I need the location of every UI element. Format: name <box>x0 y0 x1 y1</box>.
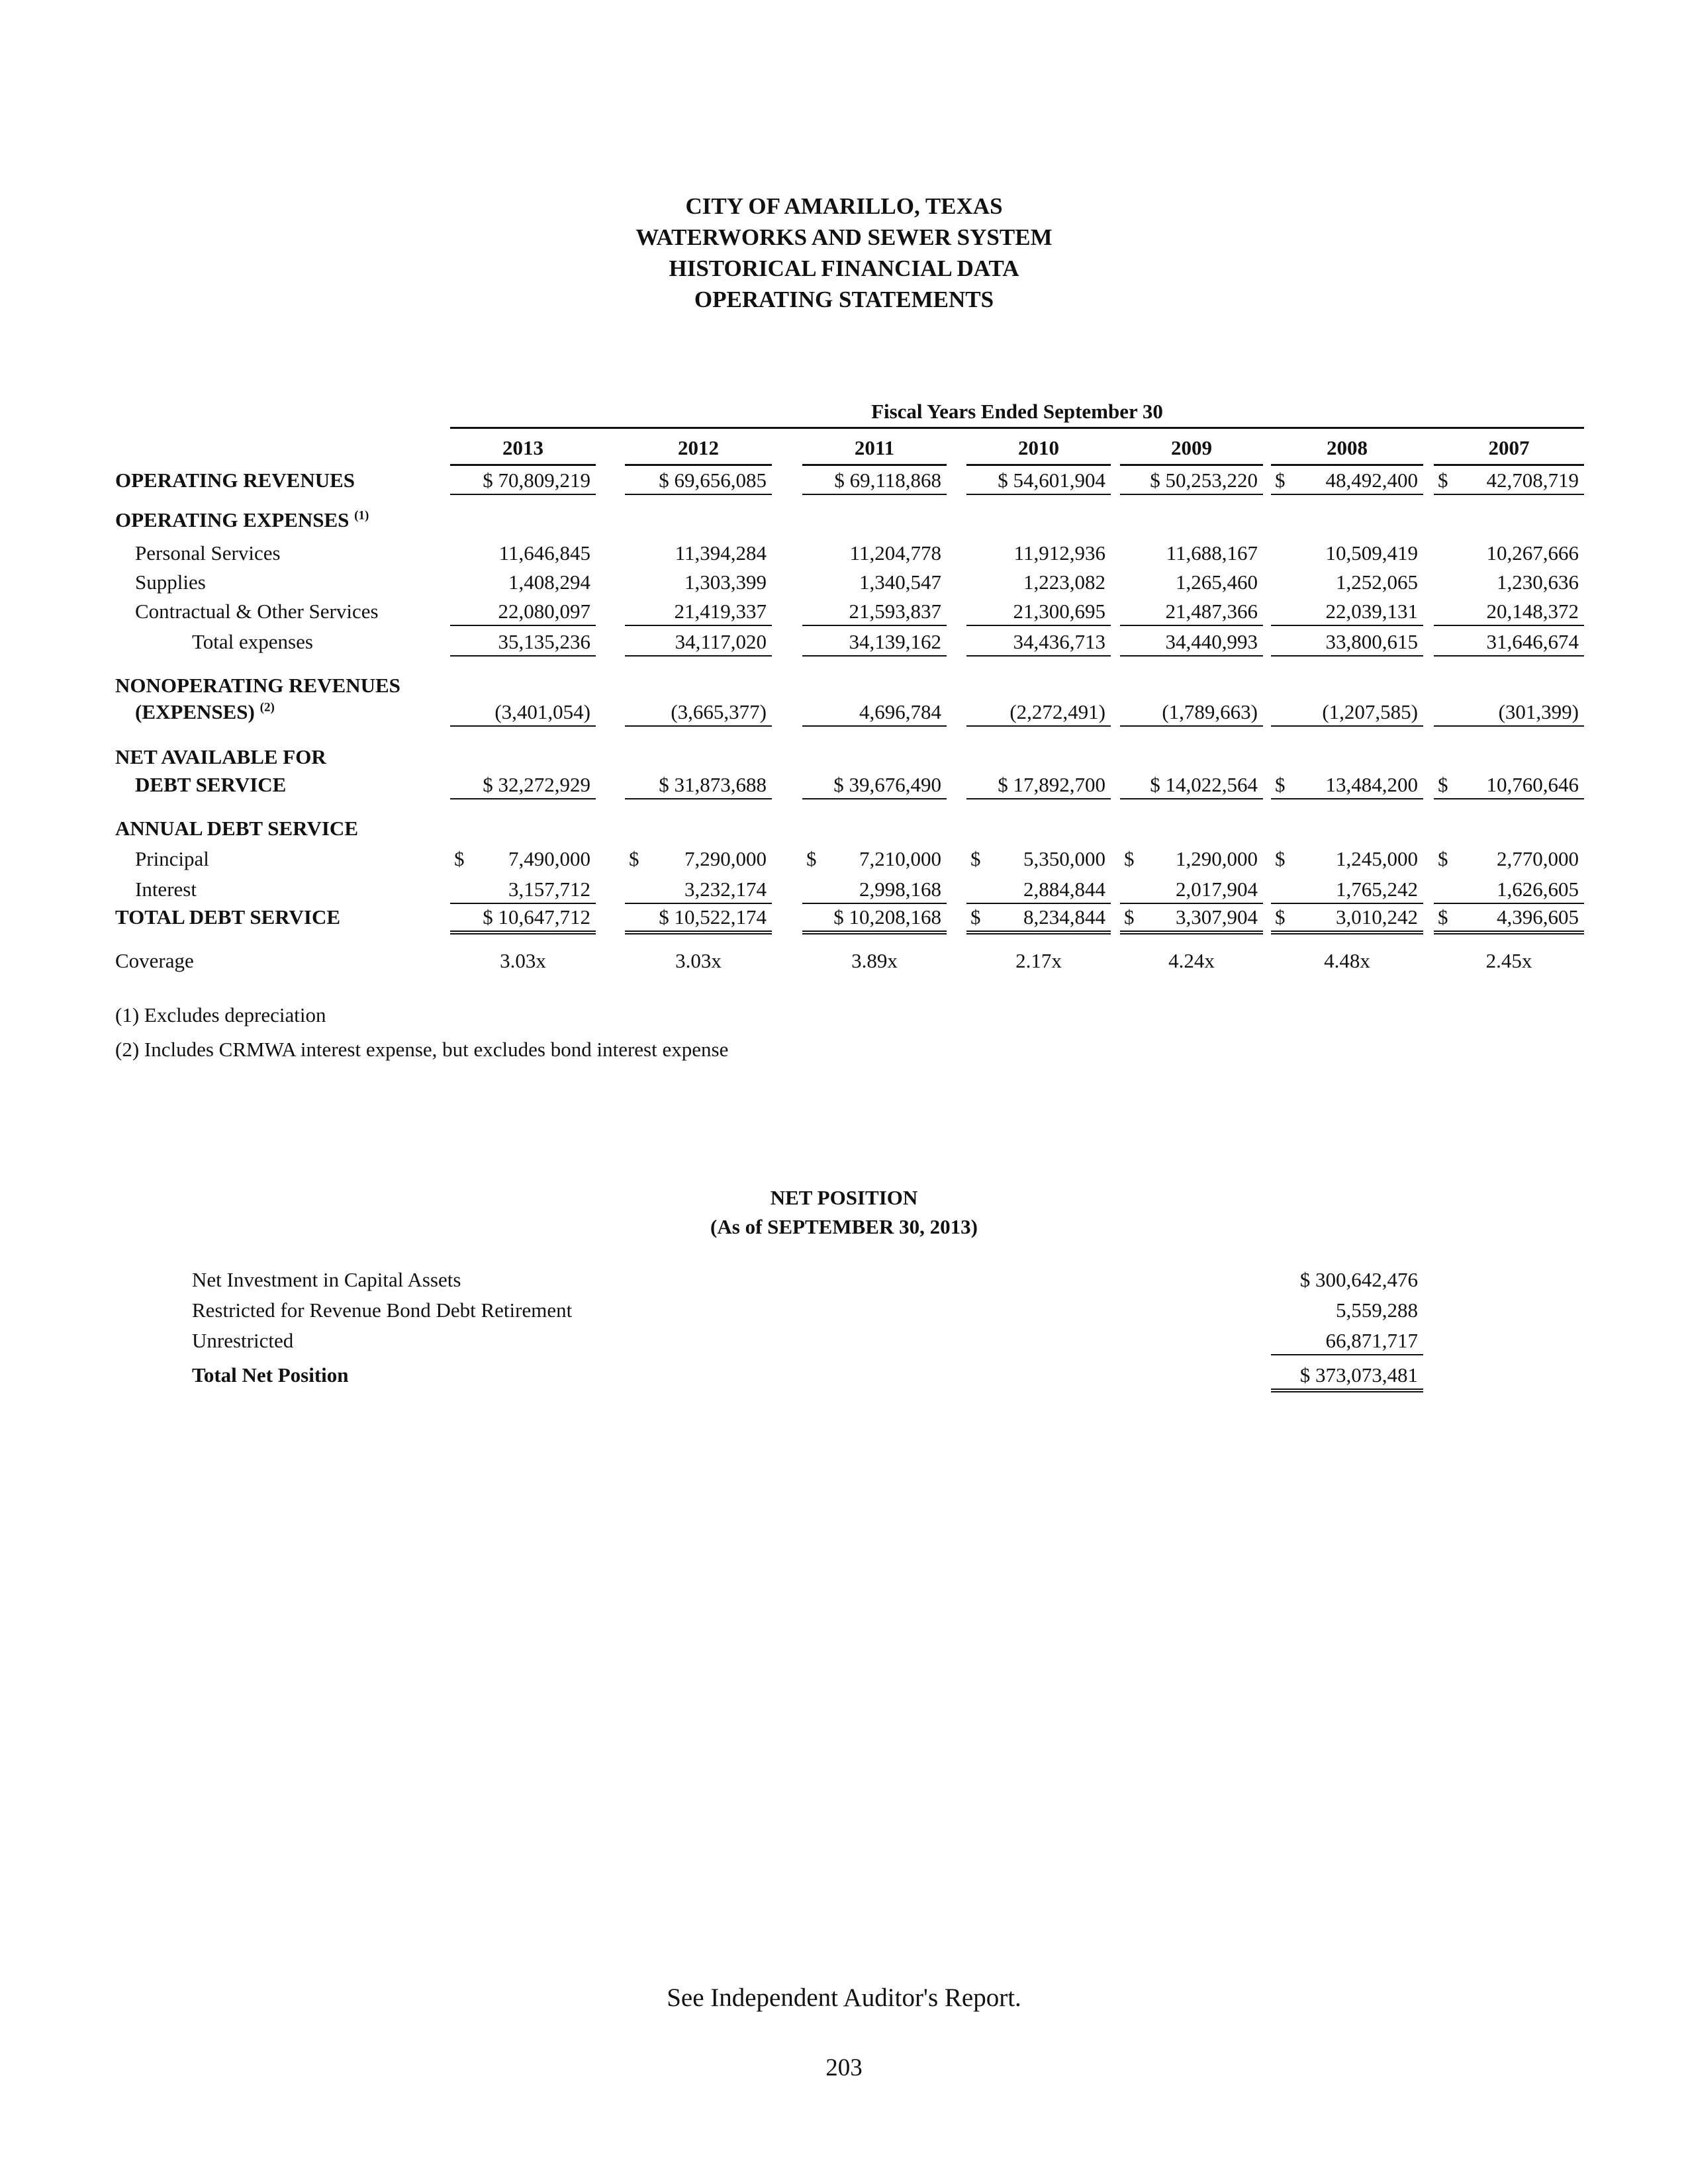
cell-value: 2,017,904 <box>1176 878 1258 901</box>
auditor-report-note: See Independent Auditor's Report. <box>667 1983 1021 2012</box>
net-available-2008 <box>1271 772 1423 799</box>
principal-2011 <box>802 846 947 872</box>
supplies-2010 <box>966 569 1111 596</box>
year-header-2013: 2013 <box>502 436 543 459</box>
cell-value: $ 10,522,174 <box>659 905 767 929</box>
cell-value: 10,267,666 <box>1486 541 1579 565</box>
total-debt-service-2013 <box>450 904 596 934</box>
personal-services-2011 <box>802 540 947 567</box>
operating-revenues-2012 <box>625 467 772 495</box>
principal-2012 <box>625 846 772 872</box>
total-debt-service-2010 <box>966 904 1111 934</box>
cell-value: 2,998,168 <box>859 878 941 901</box>
currency-symbol: $ <box>454 847 465 870</box>
currency-symbol: $ <box>629 847 639 870</box>
cell-value: 13,484,200 <box>1325 773 1418 796</box>
year-header-2011: 2011 <box>854 436 895 459</box>
total-expenses-2009 <box>1120 629 1263 657</box>
supplies-2012 <box>625 569 772 596</box>
coverage-2012 <box>625 948 772 974</box>
supplies-2011 <box>802 569 947 596</box>
year-header-2009: 2009 <box>1171 436 1212 459</box>
nonoperating-2008 <box>1271 699 1423 727</box>
cell-value: 1,252,065 <box>1336 570 1418 594</box>
cell-value: 1,765,242 <box>1336 878 1418 901</box>
contractual-services-2008 <box>1271 598 1423 626</box>
footnote-marker-1: (1) <box>354 508 369 523</box>
np-label-unrestricted: Unrestricted <box>192 1329 294 1352</box>
cell-value: 11,394,284 <box>675 541 767 565</box>
cell-value: 1,408,294 <box>508 570 590 594</box>
interest-2008 <box>1271 876 1423 904</box>
year-header-rule-2012 <box>625 464 772 466</box>
cell-value: 3,307,904 <box>1176 905 1258 929</box>
cell-value: 4.48x <box>1324 949 1370 972</box>
year-header-rule-2011 <box>802 464 947 466</box>
cell-value: 1,340,547 <box>859 570 941 594</box>
cell-value: 31,646,674 <box>1486 630 1579 653</box>
cell-value: 22,039,131 <box>1325 600 1418 623</box>
label-nonoperating-line1: NONOPERATING REVENUES <box>115 674 400 697</box>
year-header-rule-2013 <box>450 464 596 466</box>
cell-value: $ 32,272,929 <box>483 773 590 796</box>
cell-value: 5,350,000 <box>1023 847 1105 870</box>
total-debt-service-2009 <box>1120 904 1263 934</box>
cell-value: (1,207,585) <box>1322 700 1418 723</box>
currency-symbol: $ <box>806 847 817 870</box>
cell-value: $ 69,118,868 <box>834 469 941 492</box>
label-net-available-line2: DEBT SERVICE <box>135 773 287 796</box>
cell-value: 1,245,000 <box>1336 847 1418 870</box>
cell-value: 34,139,162 <box>849 630 941 653</box>
page-header <box>0 191 1688 315</box>
nonoperating-2013 <box>450 699 596 727</box>
supplies-2009 <box>1120 569 1263 596</box>
principal-2009 <box>1120 846 1263 872</box>
interest-2012 <box>625 876 772 904</box>
cell-value: 2.45x <box>1485 949 1532 972</box>
cell-value: 35,135,236 <box>498 630 590 653</box>
personal-services-2010 <box>966 540 1111 567</box>
np-label-capital-assets: Net Investment in Capital Assets <box>192 1268 461 1291</box>
cell-value: 3,157,712 <box>508 878 590 901</box>
cell-value: 7,210,000 <box>859 847 941 870</box>
personal-services-2008 <box>1271 540 1423 567</box>
cell-value: 2,884,844 <box>1023 878 1105 901</box>
cell-value: $ 17,892,700 <box>998 773 1105 796</box>
np-value-restricted: 5,559,288 <box>1336 1298 1418 1322</box>
cell-value: 21,419,337 <box>674 600 767 623</box>
net-position-title: NET POSITION <box>770 1186 918 1209</box>
cell-value: (1,789,663) <box>1162 700 1258 723</box>
cell-value: 48,492,400 <box>1325 469 1418 492</box>
operating-revenues-2009 <box>1120 467 1263 495</box>
np-label-total: Total Net Position <box>192 1363 349 1387</box>
cell-value: $ 10,208,168 <box>833 905 941 929</box>
header-line-2: WATERWORKS AND SEWER SYSTEM <box>635 224 1053 250</box>
cell-value: 20,148,372 <box>1486 600 1579 623</box>
net-available-2009 <box>1120 772 1263 799</box>
personal-services-2007 <box>1434 540 1584 567</box>
cell-value: $ 14,022,564 <box>1150 773 1258 796</box>
personal-services-2009 <box>1120 540 1263 567</box>
operating-revenues-2008 <box>1271 467 1423 495</box>
label-personal-services: Personal Services <box>135 541 281 565</box>
coverage-2013 <box>450 948 596 974</box>
supplies-2008 <box>1271 569 1423 596</box>
cell-value: 11,204,778 <box>849 541 941 565</box>
interest-2007 <box>1434 876 1584 904</box>
year-header-rule-2007 <box>1434 464 1584 466</box>
nonoperating-2011 <box>802 699 947 727</box>
coverage-2008 <box>1271 948 1423 974</box>
operating-revenues-2007 <box>1434 467 1584 495</box>
currency-symbol: $ <box>1275 773 1286 796</box>
currency-symbol: $ <box>1275 847 1286 870</box>
currency-symbol: $ <box>1438 847 1448 870</box>
label-nonoperating-line2: (EXPENSES) $^{(2)}$ <box>135 700 275 723</box>
total-expenses-2007 <box>1434 629 1584 657</box>
nonoperating-2012 <box>625 699 772 727</box>
nonoperating-2010 <box>966 699 1111 727</box>
cell-value: 11,646,845 <box>498 541 590 565</box>
currency-symbol: $ <box>1438 773 1448 796</box>
cell-value: 1,626,605 <box>1497 878 1579 901</box>
label-net-available-line1: NET AVAILABLE FOR <box>115 745 326 768</box>
label-total-debt-service: TOTAL DEBT SERVICE <box>115 905 341 929</box>
footnote-1: (1) Excludes depreciation <box>115 1003 326 1026</box>
label-total-expenses: Total expenses <box>192 630 313 653</box>
cell-value: 21,487,366 <box>1165 600 1258 623</box>
supplies-2013 <box>450 569 596 596</box>
label-operating-expenses: OPERATING EXPENSES $^{(1)}$ <box>115 508 369 531</box>
currency-symbol: $ <box>1438 469 1448 492</box>
operating-revenues-2010 <box>966 467 1111 495</box>
cell-value: 34,440,993 <box>1165 630 1258 653</box>
year-header-rule-2008 <box>1271 464 1423 466</box>
interest-2010 <box>966 876 1111 904</box>
total-debt-service-2011 <box>802 904 947 934</box>
interest-2011 <box>802 876 947 904</box>
year-header-rule-2010 <box>966 464 1111 466</box>
footnote-marker-2: (2) <box>259 700 275 715</box>
coverage-2011 <box>802 948 947 974</box>
total-expenses-2013 <box>450 629 596 657</box>
label-contractual: Contractual & Other Services <box>135 600 379 623</box>
year-header-2010: 2010 <box>1018 436 1059 459</box>
net-available-2012 <box>625 772 772 799</box>
year-header-rule-2009 <box>1120 464 1263 466</box>
cell-value: 4,396,605 <box>1497 905 1579 929</box>
cell-value: 42,708,719 <box>1486 469 1579 492</box>
header-line-4: OPERATING STATEMENTS <box>694 287 994 312</box>
contractual-services-2010 <box>966 598 1111 626</box>
cell-value: (2,272,491) <box>1009 700 1105 723</box>
total-debt-service-2008 <box>1271 904 1423 934</box>
currency-symbol: $ <box>1124 847 1135 870</box>
interest-2009 <box>1120 876 1263 904</box>
cell-value: $ 69,656,085 <box>659 469 767 492</box>
cell-value: 4,696,784 <box>859 700 941 723</box>
currency-symbol: $ <box>970 847 981 870</box>
np-value-total: $ 373,073,481 <box>1271 1362 1423 1392</box>
cell-value: 21,300,695 <box>1013 600 1105 623</box>
contractual-services-2009 <box>1120 598 1263 626</box>
label-supplies: Supplies <box>135 570 206 594</box>
cell-value: $ 31,873,688 <box>659 773 767 796</box>
cell-value: 10,509,419 <box>1325 541 1418 565</box>
year-header-2012: 2012 <box>678 436 719 459</box>
total-debt-service-2012 <box>625 904 772 934</box>
year-header-2007: 2007 <box>1488 436 1530 459</box>
cell-value: $ 39,676,490 <box>833 773 941 796</box>
net-position-header <box>0 1183 1688 1242</box>
cell-value: 34,117,020 <box>675 630 767 653</box>
total-expenses-2008 <box>1271 629 1423 657</box>
header-line-1: CITY OF AMARILLO, TEXAS <box>685 193 1003 219</box>
label-interest: Interest <box>135 878 197 901</box>
cell-value: 33,800,615 <box>1325 630 1418 653</box>
cell-value: 3.89x <box>851 949 898 972</box>
cell-value: $ 70,809,219 <box>483 469 590 492</box>
cell-value: 3.03x <box>675 949 722 972</box>
nonoperating-2007 <box>1434 699 1584 727</box>
currency-symbol: $ <box>1438 905 1448 929</box>
cell-value: 3,232,174 <box>684 878 767 901</box>
net-available-2011 <box>802 772 947 799</box>
nonoperating-2009 <box>1120 699 1263 727</box>
year-header-2008: 2008 <box>1327 436 1368 459</box>
cell-value: 10,760,646 <box>1486 773 1579 796</box>
cell-value: 21,593,837 <box>849 600 941 623</box>
cell-value: 1,230,636 <box>1497 570 1579 594</box>
np-value-unrestricted: 66,871,717 <box>1271 1328 1423 1355</box>
interest-2013 <box>450 876 596 904</box>
footnote-2: (2) Includes CRMWA interest expense, but excludes bond interest expense <box>115 1038 729 1061</box>
contractual-services-2013 <box>450 598 596 626</box>
fiscal-years-header: Fiscal Years Ended September 30 <box>871 400 1163 423</box>
header-line-3: HISTORICAL FINANCIAL DATA <box>669 255 1019 281</box>
cell-value: 4.24x <box>1168 949 1215 972</box>
cell-value: $ 10,647,712 <box>483 905 590 929</box>
contractual-services-2012 <box>625 598 772 626</box>
principal-2008 <box>1271 846 1423 872</box>
cell-value: (3,665,377) <box>671 700 767 723</box>
net-available-2010 <box>966 772 1111 799</box>
cell-value: (3,401,054) <box>494 700 590 723</box>
net-available-2013 <box>450 772 596 799</box>
cell-value: 3.03x <box>500 949 546 972</box>
operating-revenues-2011 <box>802 467 947 495</box>
cell-value: 1,303,399 <box>684 570 767 594</box>
cell-value: 7,290,000 <box>684 847 767 870</box>
label-annual-debt-service: ANNUAL DEBT SERVICE <box>115 817 358 840</box>
cell-value: 1,290,000 <box>1176 847 1258 870</box>
principal-2013 <box>450 846 596 872</box>
np-value-capital-assets: $ 300,642,476 <box>1299 1268 1418 1291</box>
cell-value: (301,399) <box>1498 700 1579 723</box>
cell-value: 22,080,097 <box>498 600 590 623</box>
page-number: 203 <box>825 2054 863 2081</box>
currency-symbol: $ <box>1124 905 1135 929</box>
currency-symbol: $ <box>1275 469 1286 492</box>
principal-2010 <box>966 846 1111 872</box>
coverage-2009 <box>1120 948 1263 974</box>
total-expenses-2010 <box>966 629 1111 657</box>
cell-value: 2.17x <box>1015 949 1062 972</box>
total-debt-service-2007 <box>1434 904 1584 934</box>
cell-value: 1,265,460 <box>1176 570 1258 594</box>
currency-symbol: $ <box>1275 905 1286 929</box>
cell-value: 34,436,713 <box>1013 630 1105 653</box>
principal-2007 <box>1434 846 1584 872</box>
cell-value: 2,770,000 <box>1497 847 1579 870</box>
coverage-2007 <box>1434 948 1584 974</box>
coverage-2010 <box>966 948 1111 974</box>
operating-revenues-2013 <box>450 467 596 495</box>
cell-value: 7,490,000 <box>508 847 590 870</box>
contractual-services-2007 <box>1434 598 1584 626</box>
fiscal-years-rule <box>450 427 1584 429</box>
label-operating-revenues: OPERATING REVENUES <box>115 469 355 492</box>
label-coverage: Coverage <box>115 949 194 972</box>
total-expenses-2012 <box>625 629 772 657</box>
label-principal: Principal <box>135 847 209 870</box>
cell-value: 3,010,242 <box>1336 905 1418 929</box>
cell-value: 1,223,082 <box>1023 570 1105 594</box>
cell-value: 11,688,167 <box>1166 541 1258 565</box>
cell-value: $ 50,253,220 <box>1150 469 1258 492</box>
cell-value: $ 54,601,904 <box>998 469 1105 492</box>
personal-services-2012 <box>625 540 772 567</box>
net-position-subtitle: (As of SEPTEMBER 30, 2013) <box>710 1215 978 1238</box>
supplies-2007 <box>1434 569 1584 596</box>
cell-value: 8,234,844 <box>1023 905 1105 929</box>
contractual-services-2011 <box>802 598 947 626</box>
total-expenses-2011 <box>802 629 947 657</box>
personal-services-2013 <box>450 540 596 567</box>
np-label-restricted: Restricted for Revenue Bond Debt Retirement <box>192 1298 573 1322</box>
cell-value: 11,912,936 <box>1013 541 1105 565</box>
net-available-2007 <box>1434 772 1584 799</box>
currency-symbol: $ <box>970 905 981 929</box>
